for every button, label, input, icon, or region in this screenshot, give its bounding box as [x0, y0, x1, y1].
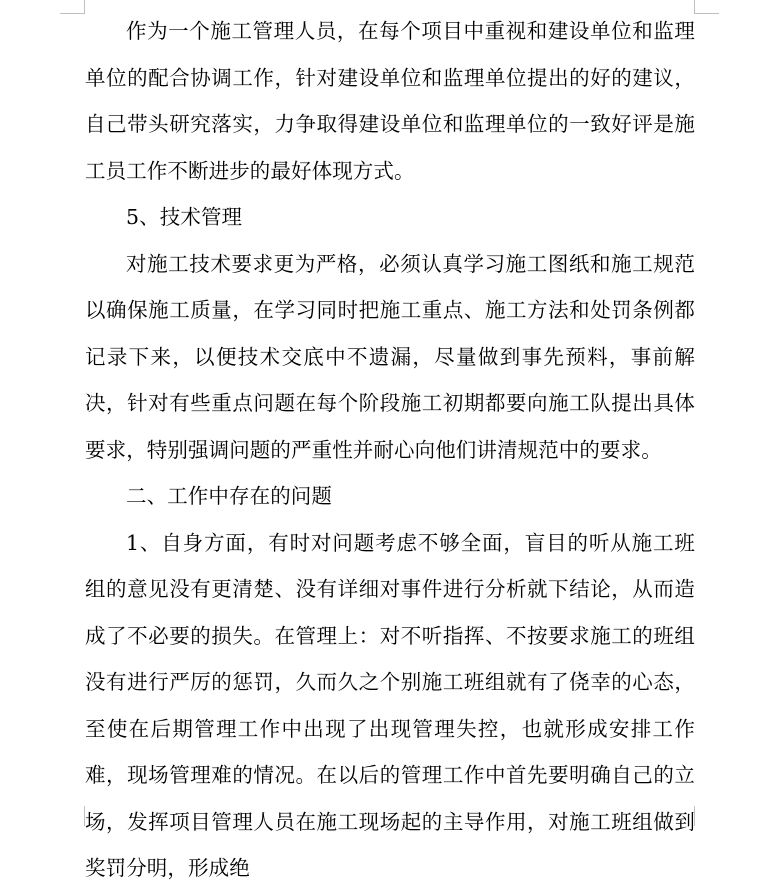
paragraph-coordination: 作为一个施工管理人员，在每个项目中重视和建设单位和监理单位的配合协调工作，针对建设单位和监理单位提出的好的建议，自己带头研究落实，力争取得建设单位和监理单位的一致好评是施工员工作不断进步的最好体现方式。: [85, 19, 695, 183]
heading-technical-management: 5、技术管理: [126, 205, 243, 229]
crop-mark-top-right-horizontal: [694, 13, 719, 14]
heading-existing-problems: 二、工作中存在的问题: [126, 484, 332, 508]
paragraph-technical-requirements: 对施工技术要求更为严格，必须认真学习施工图纸和施工规范以确保施工质量，在学习同时把施工重点、施工方法和处罚条例都记录下来，以便技术交底中不遗漏，尽量做到事先预料，事前解决，针对有些重点问题在每个阶段施工初期都要向施工队提出具体要求，特别强调问题的严重性并耐心向他们讲清规范中的要求。: [85, 251, 695, 462]
crop-mark-top-left-horizontal: [60, 13, 85, 14]
paragraph-self-aspect: 1、自身方面，有时对问题考虑不够全面，盲目的听从施工班组的意见没有更清楚、没有详细对事件进行分析就下结论，从而造成了不必要的损失。在管理上：对不听指挥、不按要求施工的班组没有进行严厉的惩罚，久而久之个别施工班组就有了侥幸的心态，至使在后期管理工作中出现了出现管理失控，也就形成安排工作难，现场管理难的情况。在以后的管理工作中首先要明确自己的立场，发挥项目管理人员在施工现场起的主导作用，对施工班组做到奖罚分明，形成绝: [85, 530, 695, 880]
document-body: [85, 8, 695, 892]
